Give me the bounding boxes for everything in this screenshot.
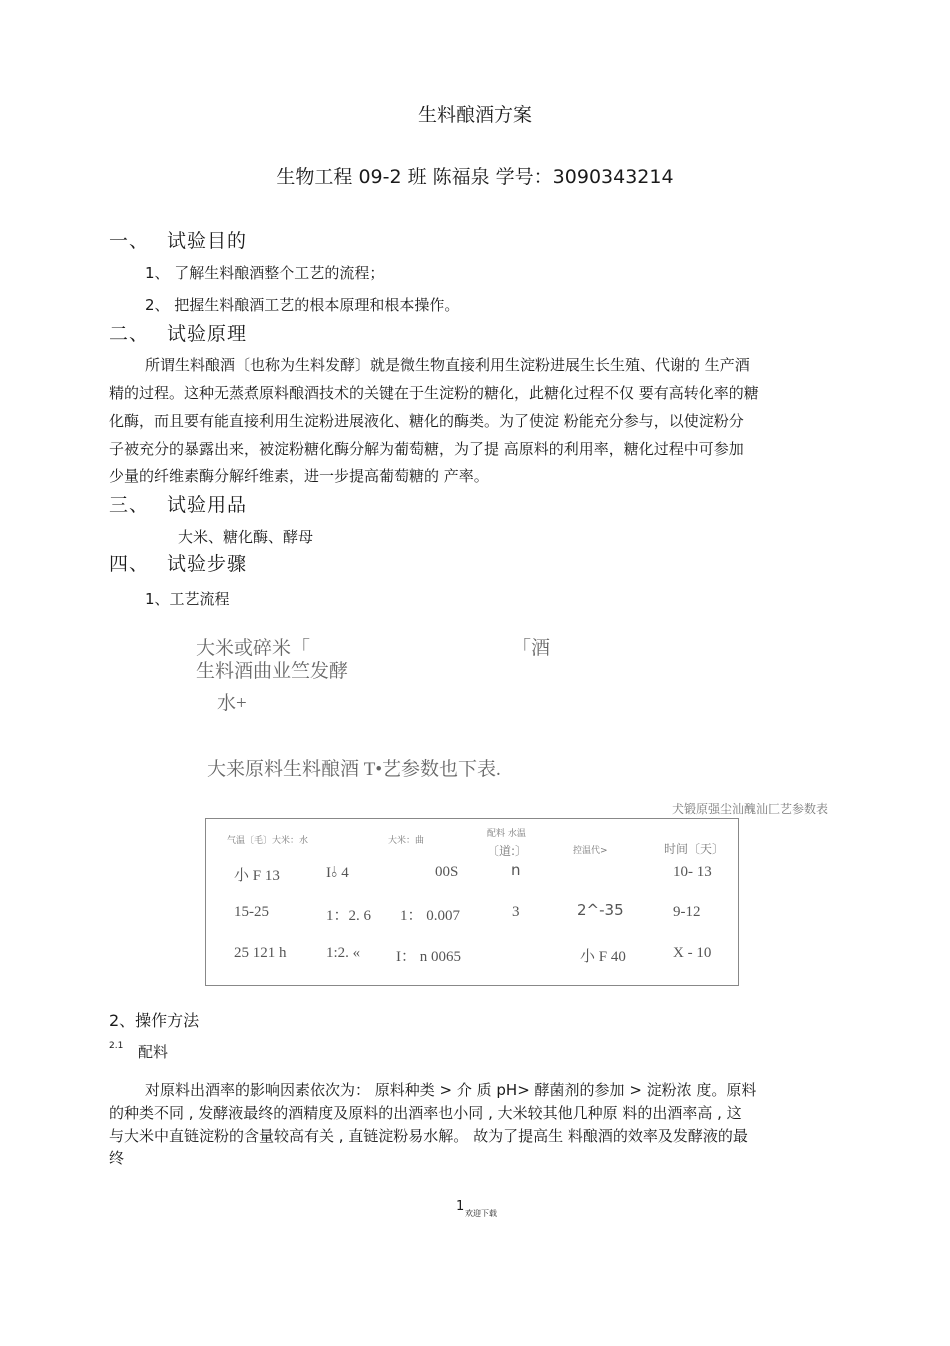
table-cell: 1：2. 6	[326, 908, 372, 924]
section-3-number: 三、	[109, 494, 150, 516]
principle-line-3: 化酶，而且要有能直接利用生淀粉进展液化、糖化的酶类。为了使淀 粉能充分参与，以使淀粉分	[109, 412, 744, 430]
section-1-item-2: 2、 把握生料酿酒工艺的根本原理和根本操作。	[145, 296, 460, 314]
flow-raw-material: 大米或碎米「	[196, 638, 311, 659]
flow-water: 水+	[217, 693, 247, 714]
section-3-title: 试验用品	[167, 494, 248, 516]
table-cell: 9-12	[673, 904, 701, 920]
document-title: 生料酿酒方案	[417, 104, 532, 126]
principle-line-1: 所谓生料酿酒〔也称为生料发酵〕就是微生物直接利用生淀粉进展生长生殖、代谢的 生产酒	[145, 356, 750, 374]
section-1-title: 试验目的	[167, 230, 248, 252]
author-line: 生物工程 09-2 班 陈福泉 学号：3090343214	[276, 166, 674, 188]
footer-note: 欢迎下载	[465, 1209, 497, 1218]
section-4-title: 试验步骤	[167, 553, 248, 575]
table-cell: 小 F 40	[580, 949, 626, 965]
table-cell: 3	[512, 904, 520, 920]
operation-heading: 2、操作方法	[109, 1011, 200, 1030]
table-cell: I⫰ 4	[326, 865, 349, 881]
flow-fermentation: 生料酒曲业竺发酵	[196, 661, 349, 682]
principle-line-2: 精的过程。这种无蒸煮原料酿酒技术的关键在于生淀粉的糖化，此糖化过程不仅 要有高转化率的糖	[109, 384, 759, 402]
ops-line-1: 对原料出酒率的影响因素依次为： 原料种类 > 介 质 pH> 酵菌剂的参加 > 淀粉浓 度。原料	[145, 1081, 757, 1099]
section-4-number: 四、	[109, 553, 150, 575]
page-number: 1	[456, 1199, 465, 1214]
table-cell: 10- 13	[673, 864, 712, 880]
ops-line-4: 终	[109, 1149, 125, 1167]
table-cell: 1： 0.007	[400, 908, 461, 924]
table-cell: X - 10	[673, 945, 712, 961]
flow-caption: 大来原料生料酿酒 T•艺参数也下表.	[207, 759, 501, 780]
ops-line-3: 与大米中直链淀粉的含量较高有关 , 直链淀粉易水解。 故为了提高生 料酿酒的效率及发酵液的最	[109, 1127, 748, 1145]
section-2-number: 二、	[109, 323, 150, 345]
flow-wine-output: 「酒	[512, 638, 551, 659]
table-header-water-temp: 配料 水温	[487, 829, 526, 839]
section-1-item-1: 1、 了解生料酿酒整个工艺的流程；	[145, 264, 385, 282]
table-cell: 25 121 h	[234, 945, 287, 961]
materials-list: 大米、糖化酶、酵母	[178, 528, 314, 546]
principle-line-4: 子被充分的暴露出来，被淀粉糖化酶分解为葡萄糖，为了提 高原料的利用率，糖化过程中可参加	[109, 440, 744, 458]
section-2-title: 试验原理	[167, 323, 248, 345]
table-cell: n	[511, 861, 521, 879]
subsection-number: 2.1	[109, 1041, 124, 1051]
subsection-title: 配料	[138, 1043, 169, 1061]
table-cell: 00S	[435, 864, 459, 880]
table-cell: 2^-35	[577, 901, 624, 919]
principle-line-5: 少量的纤维素酶分解纤维素，进一步提高葡萄糖的 产率。	[109, 467, 489, 485]
process-flow-heading: 1、工艺流程	[145, 590, 230, 608]
table-caption: 犬锻原强尘汕醜汕匚艺参数表	[672, 802, 829, 816]
table-header-control: 控温代>	[573, 846, 608, 856]
table-cell: 15-25	[234, 904, 269, 920]
section-1-number: 一、	[109, 230, 150, 252]
table-header-temp-ratio: 气温〔毛〕大米：水	[227, 836, 309, 846]
ops-line-2: 的种类不同 , 发酵液最终的酒精度及原料的出酒率也小同 , 大米较其他几种原 料的出酒率高 , 这	[109, 1104, 742, 1122]
table-header-unit: 〔道:〕	[487, 844, 528, 858]
table-cell: 1:2. «	[326, 945, 361, 961]
table-header-rice-koji: 大米：曲	[388, 836, 425, 846]
table-cell: I： n 0065	[396, 949, 461, 965]
table-header-time: 时间〔天〕	[664, 842, 725, 856]
table-cell: 小 F 13	[234, 868, 280, 884]
